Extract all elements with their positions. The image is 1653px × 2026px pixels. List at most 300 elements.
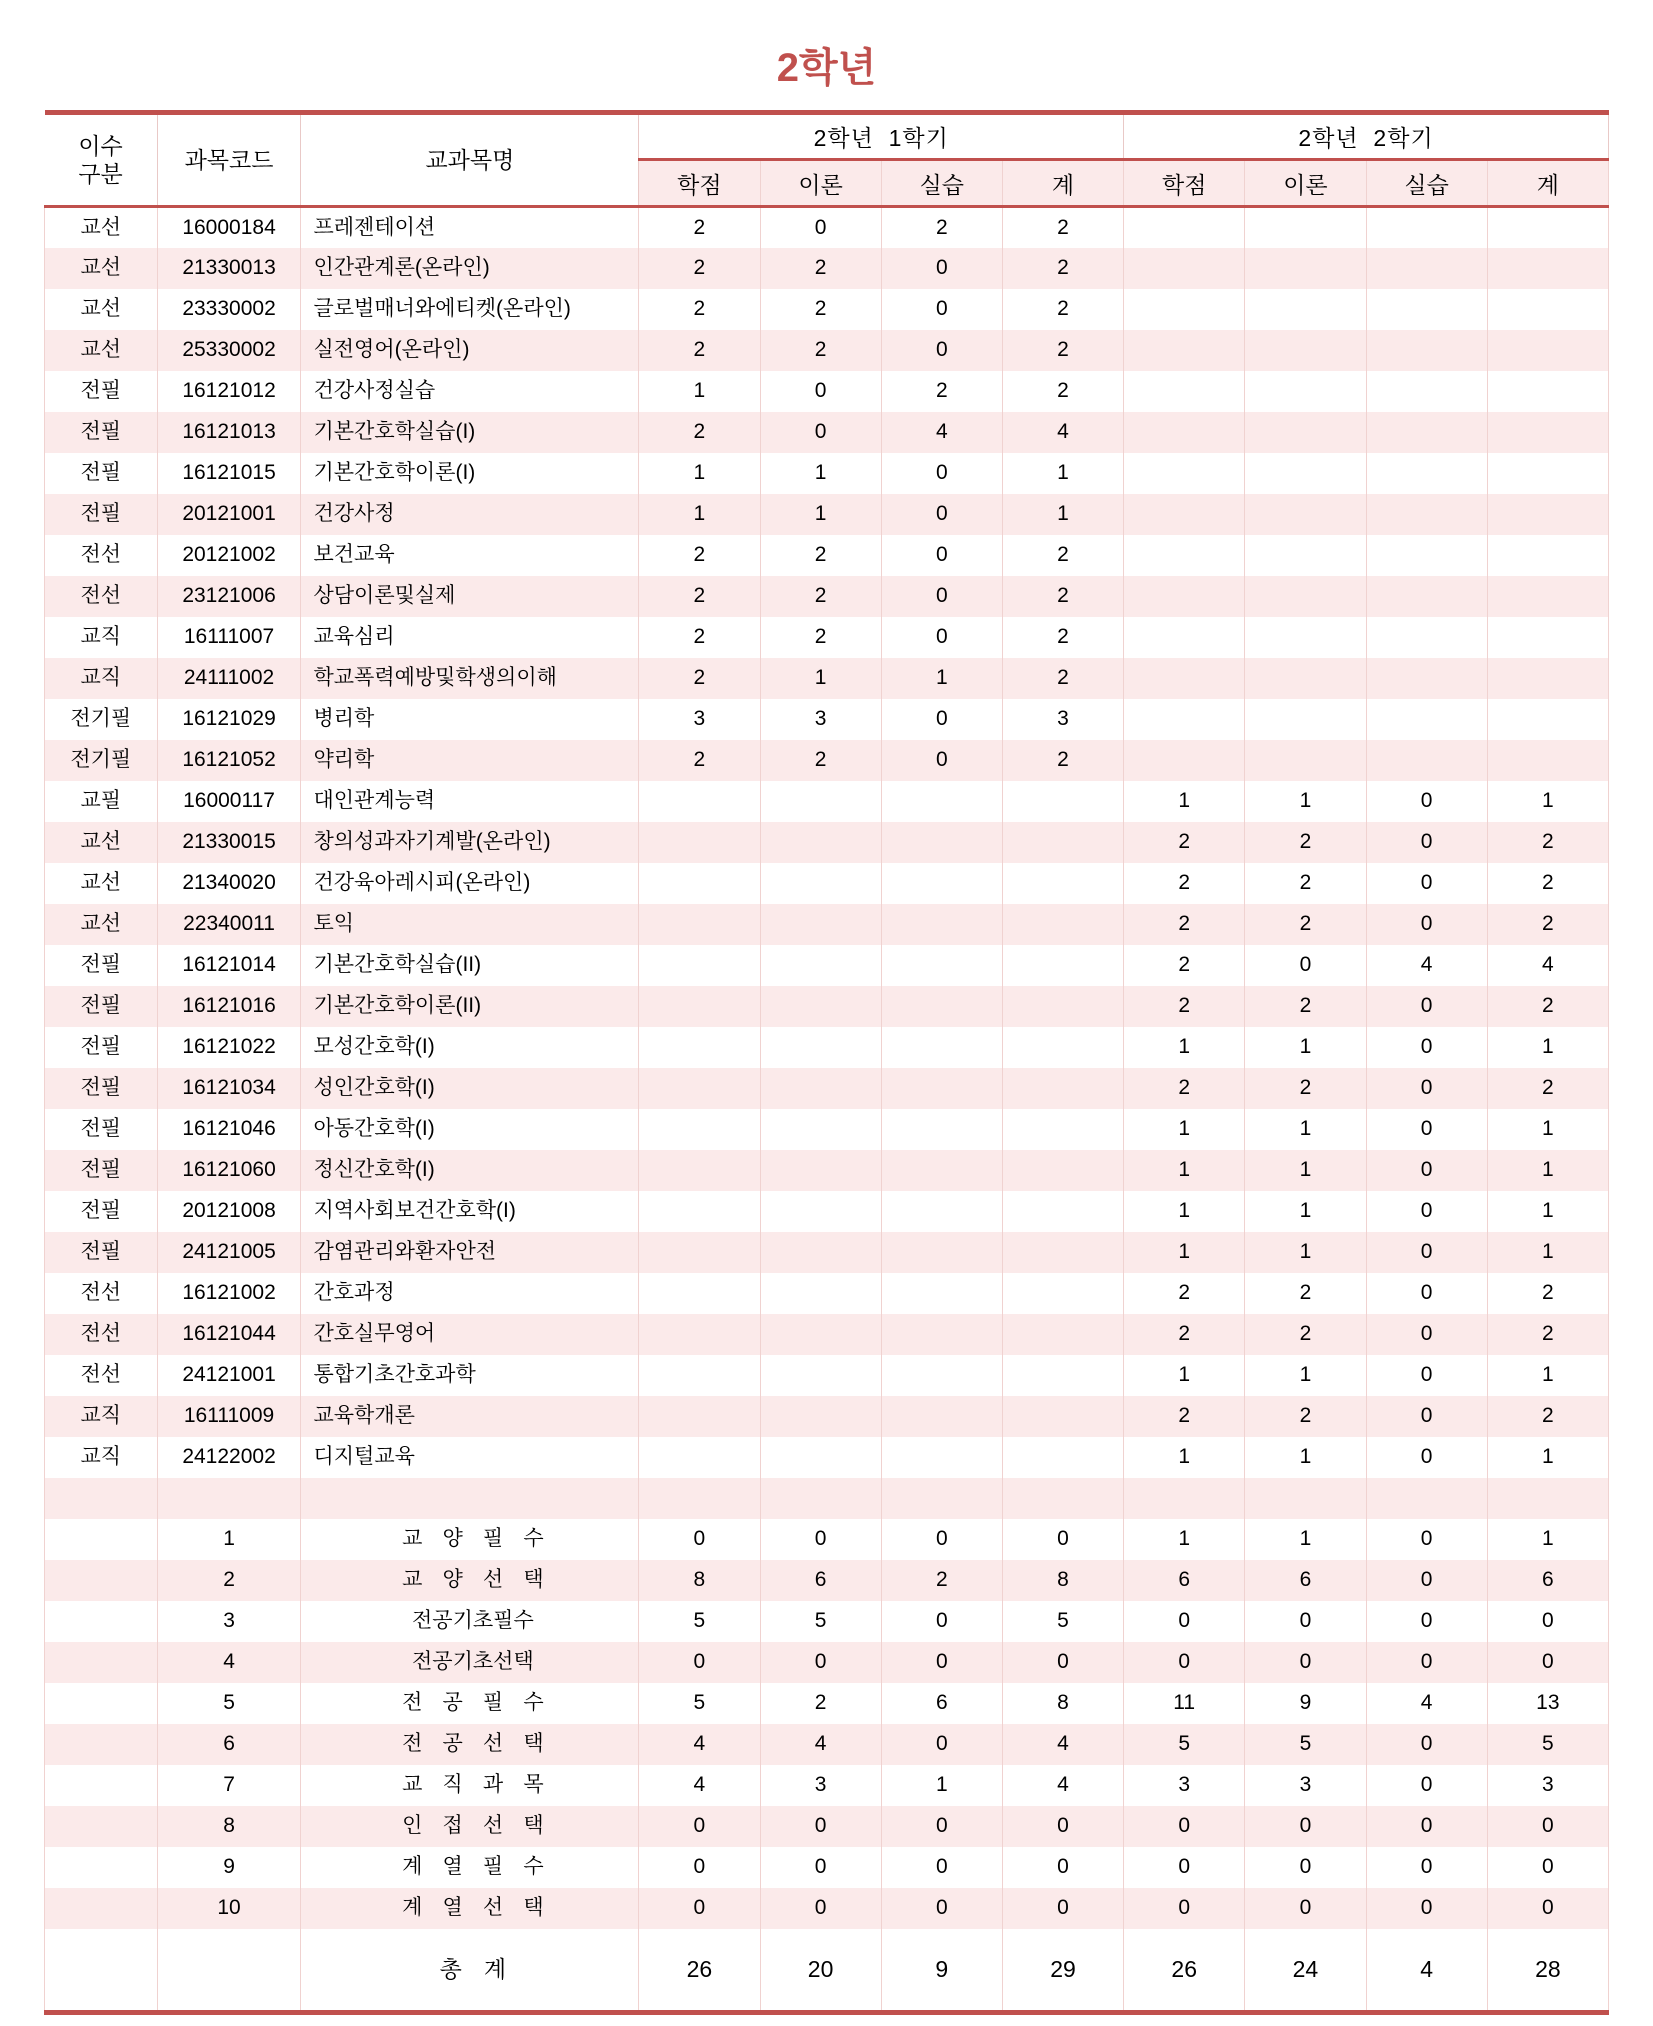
table-header — [45, 113, 1609, 207]
row-s2-credit: 1 — [1124, 1437, 1245, 1478]
table-row — [45, 1191, 1609, 1232]
table-row — [45, 1027, 1609, 1068]
row-completion-type: 전필 — [45, 1027, 158, 1068]
row-s1-total: 3 — [1002, 699, 1123, 740]
spacer-cell — [760, 1478, 881, 1519]
row-s1-theory: 2 — [760, 535, 881, 576]
row-s1-credit — [639, 1068, 760, 1109]
total-s1-practice: 9 — [881, 1929, 1002, 2013]
row-s1-credit: 2 — [639, 535, 760, 576]
row-s1-credit — [639, 1437, 760, 1478]
row-s2-credit — [1124, 289, 1245, 330]
row-s1-total — [1002, 1109, 1123, 1150]
row-s1-total: 2 — [1002, 535, 1123, 576]
row-s2-theory — [1245, 248, 1366, 289]
summary-s2-theory: 0 — [1245, 1601, 1366, 1642]
table-row — [45, 453, 1609, 494]
row-course-name: 감염관리와환자안전 — [301, 1232, 639, 1273]
row-s1-total — [1002, 1314, 1123, 1355]
bottom-rule — [45, 2013, 1609, 2016]
row-s2-practice: 4 — [1366, 945, 1487, 986]
spacer-cell — [1002, 1478, 1123, 1519]
summary-index: 10 — [157, 1888, 301, 1929]
row-course-code: 24121001 — [157, 1355, 301, 1396]
row-course-code: 16000117 — [157, 781, 301, 822]
table-row — [45, 535, 1609, 576]
header-s2-credit: 학점 — [1124, 160, 1245, 207]
row-course-code: 24111002 — [157, 658, 301, 699]
row-s2-theory — [1245, 330, 1366, 371]
row-s1-total — [1002, 1068, 1123, 1109]
row-s1-total: 2 — [1002, 617, 1123, 658]
summary-s2-practice: 0 — [1366, 1519, 1487, 1560]
row-s1-credit — [639, 863, 760, 904]
row-s1-practice: 0 — [881, 330, 1002, 371]
header-s1-theory: 이론 — [760, 160, 881, 207]
spacer-cell — [1366, 1478, 1487, 1519]
summary-s1-theory: 0 — [760, 1806, 881, 1847]
row-s2-theory — [1245, 494, 1366, 535]
row-s1-theory — [760, 1150, 881, 1191]
row-s2-theory — [1245, 617, 1366, 658]
row-s2-credit — [1124, 535, 1245, 576]
row-s2-practice: 0 — [1366, 1314, 1487, 1355]
summary-row — [45, 1806, 1609, 1847]
total-s2-practice: 4 — [1366, 1929, 1487, 2013]
summary-s1-credit: 0 — [639, 1806, 760, 1847]
row-completion-type: 교필 — [45, 781, 158, 822]
row-course-name: 디지털교육 — [301, 1437, 639, 1478]
summary-s2-total: 0 — [1487, 1888, 1608, 1929]
row-s1-practice: 2 — [881, 207, 1002, 248]
row-course-code: 21330013 — [157, 248, 301, 289]
header-course-name: 교과목명 — [301, 113, 639, 207]
row-s2-total: 1 — [1487, 781, 1608, 822]
summary-label: 전 공 선 택 — [301, 1724, 639, 1765]
summary-row — [45, 1601, 1609, 1642]
row-s1-credit: 1 — [639, 371, 760, 412]
table-row — [45, 1109, 1609, 1150]
summary-s1-total: 0 — [1002, 1847, 1123, 1888]
summary-blank — [45, 1888, 158, 1929]
table-row — [45, 863, 1609, 904]
row-s2-total: 2 — [1487, 904, 1608, 945]
row-s1-credit — [639, 822, 760, 863]
summary-index: 8 — [157, 1806, 301, 1847]
header-completion-type — [45, 113, 158, 207]
row-s2-total: 2 — [1487, 822, 1608, 863]
row-s2-practice — [1366, 371, 1487, 412]
row-course-code: 16121022 — [157, 1027, 301, 1068]
row-s2-credit: 2 — [1124, 863, 1245, 904]
row-s2-theory: 1 — [1245, 1191, 1366, 1232]
row-s2-practice — [1366, 412, 1487, 453]
row-course-code: 16121060 — [157, 1150, 301, 1191]
row-s2-total: 1 — [1487, 1437, 1608, 1478]
summary-s1-total: 4 — [1002, 1724, 1123, 1765]
summary-s1-credit: 4 — [639, 1724, 760, 1765]
row-s1-practice — [881, 781, 1002, 822]
row-s1-total — [1002, 1355, 1123, 1396]
row-completion-type: 전필 — [45, 1109, 158, 1150]
row-s1-theory — [760, 781, 881, 822]
row-s1-practice — [881, 1150, 1002, 1191]
row-s2-theory — [1245, 658, 1366, 699]
row-completion-type: 전필 — [45, 1232, 158, 1273]
row-completion-type: 전필 — [45, 986, 158, 1027]
summary-row — [45, 1519, 1609, 1560]
row-s1-credit — [639, 781, 760, 822]
row-s1-credit: 1 — [639, 494, 760, 535]
spacer-cell — [1124, 1478, 1245, 1519]
summary-s1-credit: 0 — [639, 1642, 760, 1683]
summary-s2-practice: 0 — [1366, 1560, 1487, 1601]
row-s2-practice — [1366, 535, 1487, 576]
row-course-code: 16111009 — [157, 1396, 301, 1437]
row-s1-credit — [639, 1355, 760, 1396]
row-s1-practice: 0 — [881, 494, 1002, 535]
row-course-code: 16121014 — [157, 945, 301, 986]
total-s1-total: 29 — [1002, 1929, 1123, 2013]
row-s2-total — [1487, 699, 1608, 740]
spacer-cell — [639, 1478, 760, 1519]
table-row — [45, 945, 1609, 986]
row-course-code: 16111007 — [157, 617, 301, 658]
summary-s1-total: 0 — [1002, 1642, 1123, 1683]
row-s2-credit: 1 — [1124, 1232, 1245, 1273]
total-row — [45, 1929, 1609, 2013]
summary-index: 4 — [157, 1642, 301, 1683]
row-s1-credit: 2 — [639, 412, 760, 453]
row-s2-total: 2 — [1487, 1396, 1608, 1437]
row-s2-credit: 2 — [1124, 822, 1245, 863]
summary-index: 9 — [157, 1847, 301, 1888]
row-s2-total: 1 — [1487, 1150, 1608, 1191]
row-completion-type: 전필 — [45, 453, 158, 494]
summary-s1-theory: 0 — [760, 1847, 881, 1888]
table-row — [45, 371, 1609, 412]
row-s1-theory: 1 — [760, 658, 881, 699]
summary-blank — [45, 1519, 158, 1560]
row-completion-type: 교선 — [45, 248, 158, 289]
row-course-code: 16121034 — [157, 1068, 301, 1109]
row-s2-total — [1487, 658, 1608, 699]
summary-s1-total: 0 — [1002, 1888, 1123, 1929]
row-s1-theory — [760, 1273, 881, 1314]
row-s2-practice: 0 — [1366, 1109, 1487, 1150]
row-completion-type: 전선 — [45, 576, 158, 617]
summary-blank — [45, 1806, 158, 1847]
page-title-bar — [0, 0, 1653, 110]
total-label: 총 계 — [301, 1929, 639, 2013]
row-s1-total — [1002, 822, 1123, 863]
row-s2-theory: 1 — [1245, 1150, 1366, 1191]
row-course-name: 지역사회보건간호학(I) — [301, 1191, 639, 1232]
row-s2-credit: 2 — [1124, 1273, 1245, 1314]
header-semester-2: 2학년 2학기 — [1124, 113, 1609, 160]
row-completion-type: 전필 — [45, 1068, 158, 1109]
table-row — [45, 1068, 1609, 1109]
row-s2-credit: 2 — [1124, 1068, 1245, 1109]
row-s1-practice: 0 — [881, 699, 1002, 740]
summary-label: 전공기초필수 — [301, 1601, 639, 1642]
row-s1-total: 1 — [1002, 453, 1123, 494]
row-s1-total — [1002, 781, 1123, 822]
row-s1-practice: 1 — [881, 658, 1002, 699]
row-s2-practice — [1366, 453, 1487, 494]
summary-s1-theory: 4 — [760, 1724, 881, 1765]
row-s1-total: 2 — [1002, 207, 1123, 248]
row-s1-practice: 0 — [881, 289, 1002, 330]
summary-blank — [45, 1847, 158, 1888]
row-course-name: 약리학 — [301, 740, 639, 781]
table-row — [45, 781, 1609, 822]
header-course-code: 과목코드 — [157, 113, 301, 207]
row-s2-theory: 2 — [1245, 986, 1366, 1027]
table-row — [45, 207, 1609, 248]
row-course-code: 16000184 — [157, 207, 301, 248]
row-course-code: 23330002 — [157, 289, 301, 330]
row-s2-practice: 0 — [1366, 1355, 1487, 1396]
summary-s2-credit: 0 — [1124, 1888, 1245, 1929]
summary-s1-theory: 0 — [760, 1519, 881, 1560]
summary-s2-total: 0 — [1487, 1601, 1608, 1642]
row-completion-type: 전필 — [45, 1150, 158, 1191]
summary-s2-credit: 6 — [1124, 1560, 1245, 1601]
row-s2-credit — [1124, 412, 1245, 453]
header-s2-total: 계 — [1487, 160, 1608, 207]
row-s2-credit — [1124, 207, 1245, 248]
row-s1-practice: 2 — [881, 371, 1002, 412]
row-s2-theory — [1245, 576, 1366, 617]
row-course-name: 정신간호학(I) — [301, 1150, 639, 1191]
summary-blank — [45, 1765, 158, 1806]
row-course-name: 창의성과자기계발(온라인) — [301, 822, 639, 863]
row-s2-total: 2 — [1487, 1273, 1608, 1314]
row-s2-total: 1 — [1487, 1355, 1608, 1396]
row-s2-practice: 0 — [1366, 1150, 1487, 1191]
row-completion-type: 전기필 — [45, 699, 158, 740]
summary-s2-credit: 3 — [1124, 1765, 1245, 1806]
row-course-code: 16121012 — [157, 371, 301, 412]
row-s1-theory: 0 — [760, 412, 881, 453]
row-s2-practice — [1366, 494, 1487, 535]
row-course-name: 기본간호학이론(I) — [301, 453, 639, 494]
row-course-name: 보건교육 — [301, 535, 639, 576]
row-completion-type: 전필 — [45, 371, 158, 412]
summary-s2-practice: 0 — [1366, 1765, 1487, 1806]
table-row — [45, 1437, 1609, 1478]
summary-label: 계 열 선 택 — [301, 1888, 639, 1929]
summary-row — [45, 1560, 1609, 1601]
row-completion-type: 전기필 — [45, 740, 158, 781]
header-s2-theory: 이론 — [1245, 160, 1366, 207]
row-course-code: 24122002 — [157, 1437, 301, 1478]
row-s1-credit — [639, 1232, 760, 1273]
row-s1-credit — [639, 1109, 760, 1150]
row-completion-type: 전필 — [45, 494, 158, 535]
table-row — [45, 1355, 1609, 1396]
row-s1-credit: 2 — [639, 207, 760, 248]
curriculum-table-wrap — [0, 110, 1653, 2015]
row-s1-total — [1002, 1027, 1123, 1068]
row-s1-practice: 0 — [881, 453, 1002, 494]
row-s1-practice — [881, 945, 1002, 986]
row-s2-total — [1487, 453, 1608, 494]
row-s1-credit: 2 — [639, 248, 760, 289]
row-s2-credit — [1124, 494, 1245, 535]
summary-label: 전 공 필 수 — [301, 1683, 639, 1724]
summary-index: 2 — [157, 1560, 301, 1601]
summary-s1-credit: 0 — [639, 1519, 760, 1560]
row-s2-theory: 2 — [1245, 904, 1366, 945]
row-completion-type: 교선 — [45, 822, 158, 863]
row-s2-theory: 1 — [1245, 1437, 1366, 1478]
table-row — [45, 904, 1609, 945]
row-s2-theory — [1245, 535, 1366, 576]
table-row — [45, 576, 1609, 617]
row-completion-type: 전선 — [45, 1314, 158, 1355]
summary-s1-credit: 0 — [639, 1847, 760, 1888]
summary-row — [45, 1888, 1609, 1929]
row-course-name: 아동간호학(I) — [301, 1109, 639, 1150]
row-s2-credit: 2 — [1124, 1314, 1245, 1355]
row-s1-practice — [881, 1355, 1002, 1396]
summary-s1-practice: 1 — [881, 1765, 1002, 1806]
row-s2-total — [1487, 330, 1608, 371]
row-s2-total — [1487, 617, 1608, 658]
row-s1-total — [1002, 1232, 1123, 1273]
row-s1-theory: 2 — [760, 289, 881, 330]
summary-s1-practice: 2 — [881, 1560, 1002, 1601]
summary-s2-total: 6 — [1487, 1560, 1608, 1601]
summary-row — [45, 1765, 1609, 1806]
row-s1-total: 2 — [1002, 576, 1123, 617]
row-s2-practice — [1366, 289, 1487, 330]
summary-s2-practice: 0 — [1366, 1847, 1487, 1888]
row-course-name: 대인관계능력 — [301, 781, 639, 822]
row-s2-credit: 2 — [1124, 904, 1245, 945]
row-s1-credit — [639, 986, 760, 1027]
row-s1-total: 2 — [1002, 658, 1123, 699]
row-s1-practice — [881, 1027, 1002, 1068]
row-s1-practice: 0 — [881, 740, 1002, 781]
summary-s2-theory: 0 — [1245, 1806, 1366, 1847]
row-s2-total: 1 — [1487, 1191, 1608, 1232]
row-s1-practice: 0 — [881, 535, 1002, 576]
row-s1-total: 2 — [1002, 740, 1123, 781]
summary-row — [45, 1642, 1609, 1683]
summary-s2-theory: 6 — [1245, 1560, 1366, 1601]
row-course-name: 기본간호학실습(II) — [301, 945, 639, 986]
row-s1-credit: 2 — [639, 617, 760, 658]
row-s1-practice — [881, 1068, 1002, 1109]
row-s1-practice — [881, 863, 1002, 904]
row-s1-theory: 2 — [760, 248, 881, 289]
summary-label: 인 접 선 택 — [301, 1806, 639, 1847]
row-s1-total — [1002, 1396, 1123, 1437]
row-s2-practice — [1366, 658, 1487, 699]
table-row — [45, 289, 1609, 330]
row-s1-practice — [881, 1396, 1002, 1437]
summary-s1-credit: 5 — [639, 1683, 760, 1724]
row-s1-theory: 1 — [760, 494, 881, 535]
row-s1-practice: 0 — [881, 576, 1002, 617]
summary-s2-practice: 0 — [1366, 1642, 1487, 1683]
table-row — [45, 1150, 1609, 1191]
row-s2-practice: 0 — [1366, 1273, 1487, 1314]
row-course-code: 20121001 — [157, 494, 301, 535]
row-s1-total: 4 — [1002, 412, 1123, 453]
row-course-code: 16121029 — [157, 699, 301, 740]
summary-s2-theory: 1 — [1245, 1519, 1366, 1560]
row-s2-total: 2 — [1487, 1314, 1608, 1355]
row-course-name: 교육학개론 — [301, 1396, 639, 1437]
row-completion-type: 교직 — [45, 1437, 158, 1478]
row-s1-practice: 0 — [881, 617, 1002, 658]
row-s2-credit — [1124, 576, 1245, 617]
total-s2-theory: 24 — [1245, 1929, 1366, 2013]
row-course-name: 실전영어(온라인) — [301, 330, 639, 371]
row-course-name: 건강사정 — [301, 494, 639, 535]
row-s2-total — [1487, 494, 1608, 535]
summary-label: 교 양 필 수 — [301, 1519, 639, 1560]
summary-s1-credit: 0 — [639, 1888, 760, 1929]
row-s2-total — [1487, 412, 1608, 453]
row-s1-total: 2 — [1002, 330, 1123, 371]
row-course-code: 16121052 — [157, 740, 301, 781]
row-course-name: 기본간호학실습(I) — [301, 412, 639, 453]
summary-s1-total: 0 — [1002, 1519, 1123, 1560]
total-blank-index — [157, 1929, 301, 2013]
summary-s1-total: 4 — [1002, 1765, 1123, 1806]
row-s1-theory — [760, 1191, 881, 1232]
spacer-cell — [1245, 1478, 1366, 1519]
summary-s2-theory: 0 — [1245, 1642, 1366, 1683]
table-row — [45, 248, 1609, 289]
row-s2-credit: 1 — [1124, 1027, 1245, 1068]
table-row — [45, 986, 1609, 1027]
row-s2-theory: 1 — [1245, 1109, 1366, 1150]
row-s1-credit: 2 — [639, 658, 760, 699]
table-row — [45, 412, 1609, 453]
row-s2-practice — [1366, 330, 1487, 371]
row-course-code: 24121005 — [157, 1232, 301, 1273]
summary-s1-credit: 4 — [639, 1765, 760, 1806]
row-s2-total: 1 — [1487, 1027, 1608, 1068]
row-s1-practice — [881, 904, 1002, 945]
row-s1-theory — [760, 822, 881, 863]
row-course-name: 간호실무영어 — [301, 1314, 639, 1355]
summary-s2-credit: 0 — [1124, 1642, 1245, 1683]
summary-s2-total: 13 — [1487, 1683, 1608, 1724]
spacer-cell — [45, 1478, 158, 1519]
table-row — [45, 330, 1609, 371]
row-s1-practice — [881, 822, 1002, 863]
row-s1-practice — [881, 1437, 1002, 1478]
summary-index: 3 — [157, 1601, 301, 1642]
row-s2-theory — [1245, 371, 1366, 412]
row-s2-practice: 0 — [1366, 904, 1487, 945]
row-completion-type: 교선 — [45, 904, 158, 945]
row-s1-theory — [760, 863, 881, 904]
header-completion-type-line2: 구분 — [78, 161, 123, 187]
row-course-code: 20121002 — [157, 535, 301, 576]
table-row — [45, 617, 1609, 658]
row-s1-practice: 0 — [881, 248, 1002, 289]
header-s1-total: 계 — [1002, 160, 1123, 207]
summary-blank — [45, 1642, 158, 1683]
